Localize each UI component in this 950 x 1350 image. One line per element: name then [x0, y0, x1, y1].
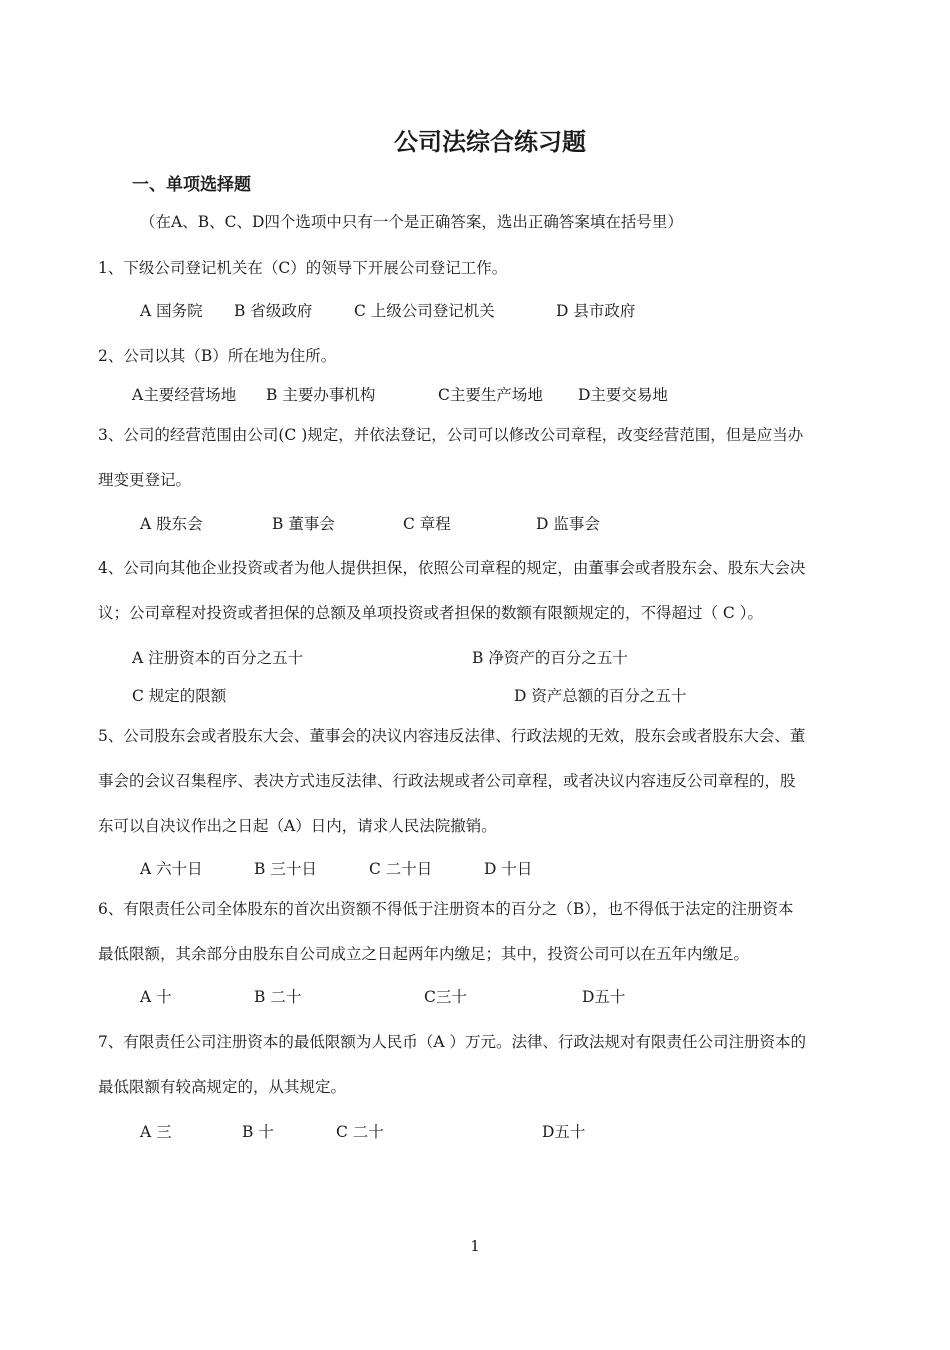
- question-6-option-b: B 二十: [254, 988, 302, 1006]
- question-2-line-1: 2、公司以其（B）所在地为住所。: [98, 347, 337, 365]
- question-2-option-d: D主要交易地: [578, 386, 668, 404]
- question-6-line-1: 6、有限责任公司全体股东的首次出资额不得低于注册资本的百分之（B），也不得低于法定的注册资本: [98, 900, 794, 918]
- question-3-option-b: B 董事会: [272, 515, 335, 533]
- question-7-option-a: A 三: [140, 1123, 172, 1141]
- question-2-option-c: C主要生产场地: [438, 386, 543, 404]
- question-4-option-d: D 资产总额的百分之五十: [514, 687, 687, 705]
- question-4-line-1: 4、公司向其他企业投资或者为他人提供担保，依照公司章程的规定，由董事会或者股东会、股东大会决: [98, 559, 806, 577]
- question-5-line-2: 事会的会议召集程序、表决方式违反法律、行政法规或者公司章程，或者决议内容违反公司章程的，股: [98, 772, 796, 790]
- page-number: 1: [470, 1237, 480, 1255]
- question-4-option-a: A 注册资本的百分之五十: [132, 649, 304, 667]
- question-1-option-c: C 上级公司登记机关: [354, 302, 495, 320]
- question-3-option-d: D 监事会: [536, 515, 600, 533]
- question-5-option-c: C 二十日: [369, 860, 433, 878]
- question-2-option-b: B 主要办事机构: [266, 386, 376, 404]
- question-3-line-2: 理变更登记。: [98, 471, 192, 489]
- question-1-option-b: B 省级政府: [234, 302, 313, 320]
- question-3-option-a: A 股东会: [140, 515, 203, 533]
- question-5-option-d: D 十日: [484, 860, 533, 878]
- question-7-line-1: 7、有限责任公司注册资本的最低限额为人民币（A ）万元。法律、行政法规对有限责任公司注册资本的: [98, 1033, 806, 1051]
- question-5-option-a: A 六十日: [140, 860, 203, 878]
- question-7-option-d: D五十: [542, 1123, 586, 1141]
- question-4-line-2: 议；公司章程对投资或者担保的总额及单项投资或者担保的数额有限额规定的，不得超过（ C ）。: [98, 604, 763, 622]
- question-6-line-2: 最低限额，其余部分由股东自公司成立之日起两年内缴足；其中，投资公司可以在五年内缴足。: [98, 945, 750, 963]
- question-7-option-b: B 十: [242, 1123, 274, 1141]
- question-7-line-2: 最低限额有较高规定的，从其规定。: [98, 1078, 347, 1096]
- question-1-option-d: D 县市政府: [556, 302, 636, 320]
- question-1-option-a: A 国务院: [140, 302, 203, 320]
- question-5-line-3: 东可以自决议作出之日起（A）日内，请求人民法院撤销。: [98, 817, 497, 835]
- question-4-option-b: B 净资产的百分之五十: [472, 649, 628, 667]
- question-6-option-a: A 十: [140, 988, 172, 1006]
- question-5-option-b: B 三十日: [254, 860, 317, 878]
- question-5-line-1: 5、公司股东会或者股东大会、董事会的决议内容违反法律、行政法规的无效，股东会或者股东大会、董: [98, 727, 806, 745]
- question-1-line-1: 1、下级公司登记机关在（C）的领导下开展公司登记工作。: [98, 259, 508, 277]
- question-3-line-1: 3、公司的经营范围由公司(C )规定，并依法登记，公司可以修改公司章程，改变经营范围，但是应当办: [98, 426, 804, 444]
- question-6-option-d: D五十: [582, 988, 626, 1006]
- question-7-option-c: C 二十: [336, 1123, 384, 1141]
- section-heading: 一、单项选择题: [132, 175, 251, 195]
- page-title: 公司法综合练习题: [394, 127, 586, 156]
- question-3-option-c: C 章程: [403, 515, 451, 533]
- question-2-option-a: A主要经营场地: [132, 386, 237, 404]
- instruction-note: （在A、B、C、D四个选项中只有一个是正确答案，选出正确答案填在括号里）: [140, 213, 683, 231]
- question-6-option-c: C三十: [424, 988, 467, 1006]
- question-4-option-c: C 规定的限额: [132, 687, 227, 705]
